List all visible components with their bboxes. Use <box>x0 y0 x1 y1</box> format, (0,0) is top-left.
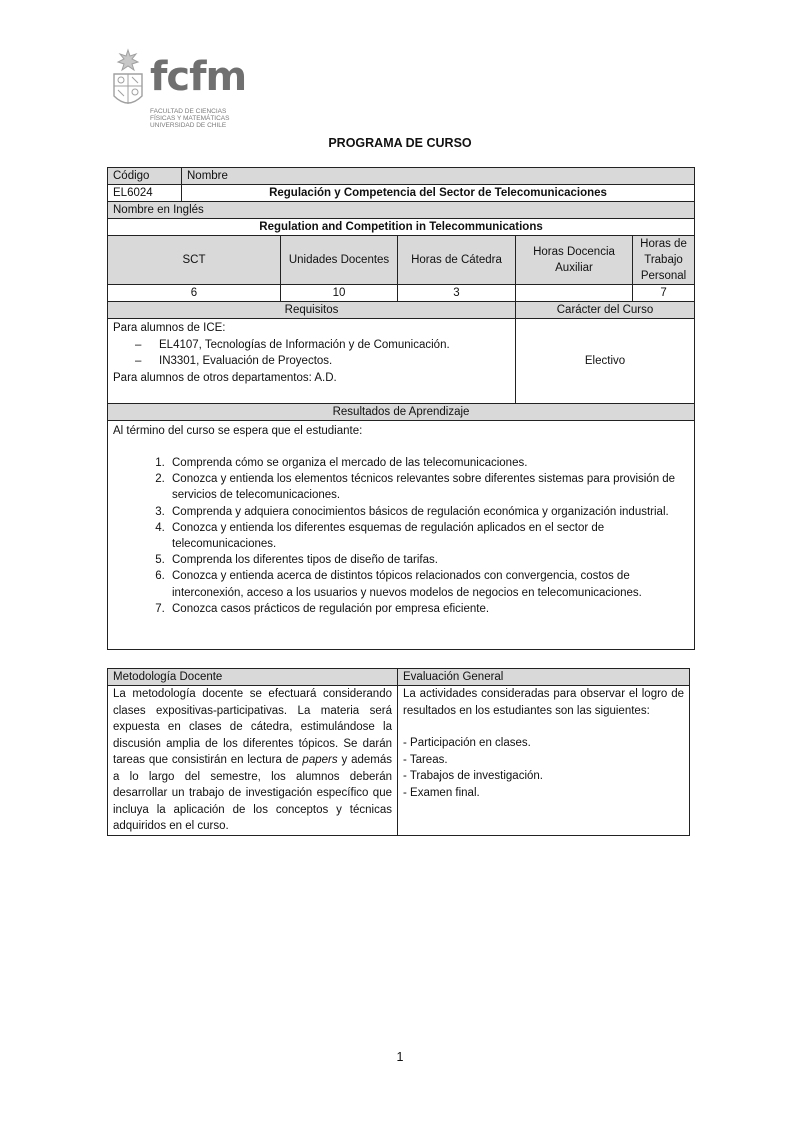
list-item: 6. Conozca y entienda acerca de distintos tópicos relacionados con convergencia, costos de interconexión, acceso a los usuarios y nuevos modelos de negocios en telecomunicaciones. <box>168 568 689 600</box>
methodology-label: Metodología Docente <box>108 669 398 686</box>
list-item: 2. Conozca y entienda los elementos técnicos relevantes sobre diferentes sistemas para provisión de servicios de telecomunicaciones. <box>168 471 689 503</box>
character-label: Carácter del Curso <box>516 302 695 319</box>
credits-header-lecture-hours: Horas de Cátedra <box>398 236 516 285</box>
list-item: 3. Comprenda y adquiera conocimientos básicos de regulación económica y organización industrial. <box>168 504 689 520</box>
requirements-label: Requisitos <box>108 302 516 319</box>
university-crest-icon <box>110 48 146 112</box>
code-label: Código <box>108 168 182 185</box>
faculty-logo <box>110 48 250 138</box>
list-item: 1. Comprenda cómo se organiza el mercado de las telecomunicaciones. <box>168 455 689 471</box>
requirements-content <box>108 319 516 404</box>
list-item: - Trabajos de investigación. <box>403 770 543 782</box>
course-table <box>107 167 695 650</box>
credits-header-personal-hours: Horas de Trabajo Personal <box>633 236 695 285</box>
character-value: Electivo <box>516 319 695 404</box>
methodology-text: La metodología docente se efectuará considerando clases expositivas-participativas. La materia será expuesta en clases de cátedra, estimulándose la discusión amplia de los diferentes tópicos. Se darán tareas que consistirán en lectura de papers y además a lo largo del semestre, los alumnos deberán desarrollar un trabajo de investigación específico que incluya la aplicación de los conceptos y técnicas adquiridos en el curso. <box>108 686 398 836</box>
page-number: 1 <box>396 1050 404 1064</box>
credits-header-row <box>108 236 695 285</box>
list-item: – IN3301, Evaluación de Proyectos. <box>135 353 510 370</box>
requirements-list <box>113 337 510 370</box>
table-row <box>108 319 695 404</box>
requirements-other: Para alumnos de otros departamentos: A.D. <box>113 371 337 384</box>
course-code: EL6024 <box>108 185 182 202</box>
logo-subtitle: FACULTAD DE CIENCIAS FÍSICAS Y MATEMÁTICAS UNIVERSIDAD DE CHILE <box>150 108 230 129</box>
credits-header-units: Unidades Docentes <box>281 236 398 285</box>
methodology-table <box>107 668 690 836</box>
name-label: Nombre <box>182 168 695 185</box>
page-title: PROGRAMA DE CURSO <box>328 136 472 150</box>
table-row <box>108 302 695 319</box>
table-row <box>108 686 690 836</box>
logo-wordmark: fcfm <box>150 54 247 100</box>
credits-header-auxiliary-hours: Horas Docencia Auxiliar <box>516 236 633 285</box>
table-row <box>108 421 695 650</box>
english-name-label: Nombre en Inglés <box>108 202 695 219</box>
credits-value-units: 10 <box>281 285 398 302</box>
english-name: Regulation and Competition in Telecommunications <box>108 219 695 236</box>
evaluation-content <box>398 686 690 836</box>
table-row <box>108 404 695 421</box>
table-row <box>108 219 695 236</box>
list-item: 7. Conozca casos prácticos de regulación por empresa eficiente. <box>168 601 689 617</box>
list-item: 5. Comprenda los diferentes tipos de diseño de tarifas. <box>168 552 689 568</box>
table-row <box>108 202 695 219</box>
evaluation-intro: La actividades consideradas para observar el logro de resultados en los estudiantes son las siguientes: <box>403 688 684 717</box>
credits-value-lecture-hours: 3 <box>398 285 516 302</box>
results-label: Resultados de Aprendizaje <box>108 404 695 421</box>
course-name: Regulación y Competencia del Sector de Telecomunicaciones <box>182 185 695 202</box>
requirements-intro: Para alumnos de ICE: <box>113 322 226 334</box>
results-intro: Al término del curso se espera que el estudiante: <box>113 425 363 437</box>
results-list <box>113 455 689 617</box>
list-item: - Participación en clases. <box>403 737 531 749</box>
results-content <box>108 421 695 650</box>
table-row <box>108 669 690 686</box>
table-row <box>108 185 695 202</box>
list-item: - Tareas. <box>403 753 448 766</box>
list-item: 4. Conozca y entienda los diferentes esquemas de regulación aplicados en el sector de telecomunicaciones. <box>168 520 689 552</box>
list-item: - Examen final. <box>403 786 480 799</box>
methodology-italic: papers <box>302 754 338 766</box>
evaluation-label: Evaluación General <box>398 669 690 686</box>
table-row <box>108 168 695 185</box>
credits-value-sct: 6 <box>108 285 281 302</box>
credits-header-sct: SCT <box>108 236 281 285</box>
credits-value-auxiliary-hours <box>516 285 633 302</box>
list-item: – EL4107, Tecnologías de Información y de Comunicación. <box>135 337 510 354</box>
credits-values-row <box>108 285 695 302</box>
credits-value-personal-hours: 7 <box>633 285 695 302</box>
